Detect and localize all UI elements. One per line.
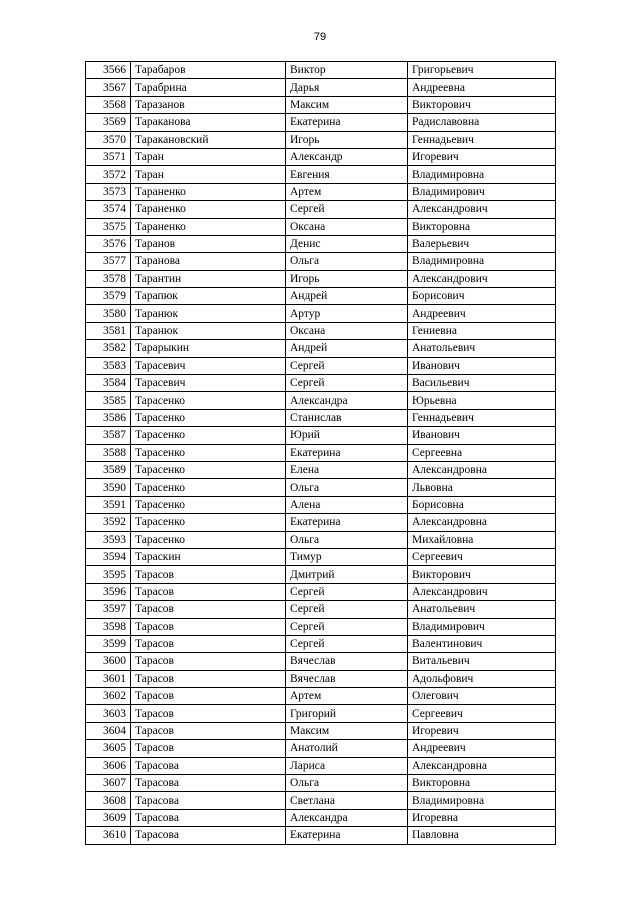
roster-table bbox=[85, 61, 556, 845]
patronymic-cell: Игоревна bbox=[408, 809, 556, 826]
row-number-cell: 3570 bbox=[86, 131, 131, 148]
table-row bbox=[86, 166, 556, 183]
row-number-cell: 3591 bbox=[86, 496, 131, 513]
given-name-cell: Лариса bbox=[286, 757, 408, 774]
patronymic-cell: Радиславовна bbox=[408, 114, 556, 131]
row-number-cell: 3597 bbox=[86, 601, 131, 618]
page-number: 79 bbox=[313, 31, 327, 43]
surname-cell: Тараканова bbox=[131, 114, 286, 131]
table-row bbox=[86, 322, 556, 339]
table-row bbox=[86, 427, 556, 444]
patronymic-cell: Александровна bbox=[408, 514, 556, 531]
table-row bbox=[86, 62, 556, 79]
given-name-cell: Андрей bbox=[286, 340, 408, 357]
given-name-cell: Екатерина bbox=[286, 444, 408, 461]
row-number-cell: 3575 bbox=[86, 218, 131, 235]
row-number-cell: 3572 bbox=[86, 166, 131, 183]
row-number-cell: 3595 bbox=[86, 566, 131, 583]
table-row bbox=[86, 792, 556, 809]
patronymic-cell: Адольфович bbox=[408, 670, 556, 687]
patronymic-cell: Владимировна bbox=[408, 166, 556, 183]
row-number-cell: 3583 bbox=[86, 357, 131, 374]
given-name-cell: Сергей bbox=[286, 375, 408, 392]
given-name-cell: Алена bbox=[286, 496, 408, 513]
row-number-cell: 3573 bbox=[86, 183, 131, 200]
table-row bbox=[86, 409, 556, 426]
surname-cell: Тарасов bbox=[131, 583, 286, 600]
surname-cell: Тарабаров bbox=[131, 62, 286, 79]
row-number-cell: 3587 bbox=[86, 427, 131, 444]
row-number-cell: 3592 bbox=[86, 514, 131, 531]
surname-cell: Тараненко bbox=[131, 201, 286, 218]
given-name-cell: Екатерина bbox=[286, 827, 408, 844]
patronymic-cell: Иванович bbox=[408, 427, 556, 444]
given-name-cell: Сергей bbox=[286, 618, 408, 635]
surname-cell: Тарасенко bbox=[131, 479, 286, 496]
row-number-cell: 3581 bbox=[86, 322, 131, 339]
surname-cell: Тарасенко bbox=[131, 427, 286, 444]
row-number-cell: 3589 bbox=[86, 461, 131, 478]
row-number-cell: 3567 bbox=[86, 79, 131, 96]
given-name-cell: Станислав bbox=[286, 409, 408, 426]
given-name-cell: Сергей bbox=[286, 583, 408, 600]
surname-cell: Таран bbox=[131, 166, 286, 183]
surname-cell: Тарасенко bbox=[131, 392, 286, 409]
table-row bbox=[86, 270, 556, 287]
patronymic-cell: Александровна bbox=[408, 461, 556, 478]
surname-cell: Тараненко bbox=[131, 183, 286, 200]
row-number-cell: 3590 bbox=[86, 479, 131, 496]
row-number-cell: 3599 bbox=[86, 635, 131, 652]
surname-cell: Тарапюк bbox=[131, 288, 286, 305]
patronymic-cell: Владимировна bbox=[408, 253, 556, 270]
given-name-cell: Андрей bbox=[286, 288, 408, 305]
given-name-cell: Григорий bbox=[286, 705, 408, 722]
table-row bbox=[86, 705, 556, 722]
row-number-cell: 3574 bbox=[86, 201, 131, 218]
given-name-cell: Александр bbox=[286, 148, 408, 165]
row-number-cell: 3606 bbox=[86, 757, 131, 774]
table-row bbox=[86, 688, 556, 705]
row-number-cell: 3593 bbox=[86, 531, 131, 548]
patronymic-cell: Александрович bbox=[408, 583, 556, 600]
surname-cell: Таранюк bbox=[131, 305, 286, 322]
surname-cell: Таразанов bbox=[131, 96, 286, 113]
given-name-cell: Ольга bbox=[286, 775, 408, 792]
given-name-cell: Екатерина bbox=[286, 114, 408, 131]
surname-cell: Тараканoвский bbox=[131, 131, 286, 148]
row-number-cell: 3569 bbox=[86, 114, 131, 131]
patronymic-cell: Сергеевич bbox=[408, 705, 556, 722]
patronymic-cell: Геннадьевич bbox=[408, 131, 556, 148]
table-row bbox=[86, 201, 556, 218]
surname-cell: Тарасов bbox=[131, 688, 286, 705]
given-name-cell: Игорь bbox=[286, 270, 408, 287]
table-row bbox=[86, 392, 556, 409]
given-name-cell: Ольга bbox=[286, 531, 408, 548]
row-number-cell: 3609 bbox=[86, 809, 131, 826]
row-number-cell: 3600 bbox=[86, 653, 131, 670]
table-row bbox=[86, 479, 556, 496]
given-name-cell: Оксана bbox=[286, 322, 408, 339]
table-row bbox=[86, 653, 556, 670]
table-row bbox=[86, 809, 556, 826]
row-number-cell: 3578 bbox=[86, 270, 131, 287]
patronymic-cell: Геннадьевич bbox=[408, 409, 556, 426]
row-number-cell: 3584 bbox=[86, 375, 131, 392]
given-name-cell: Дарья bbox=[286, 79, 408, 96]
surname-cell: Таранова bbox=[131, 253, 286, 270]
surname-cell: Тарасов bbox=[131, 740, 286, 757]
surname-cell: Тарасенко bbox=[131, 531, 286, 548]
patronymic-cell: Викторович bbox=[408, 96, 556, 113]
table-row bbox=[86, 79, 556, 96]
table-row bbox=[86, 183, 556, 200]
surname-cell: Таран bbox=[131, 148, 286, 165]
patronymic-cell: Андреевич bbox=[408, 305, 556, 322]
row-number-cell: 3582 bbox=[86, 340, 131, 357]
given-name-cell: Артем bbox=[286, 183, 408, 200]
surname-cell: Тарасов bbox=[131, 722, 286, 739]
given-name-cell: Тимур bbox=[286, 548, 408, 565]
table-row bbox=[86, 601, 556, 618]
given-name-cell: Максим bbox=[286, 96, 408, 113]
patronymic-cell: Анатольевич bbox=[408, 601, 556, 618]
patronymic-cell: Валентинович bbox=[408, 635, 556, 652]
patronymic-cell: Гениевна bbox=[408, 322, 556, 339]
table-row bbox=[86, 288, 556, 305]
row-number-cell: 3586 bbox=[86, 409, 131, 426]
row-number-cell: 3568 bbox=[86, 96, 131, 113]
given-name-cell: Светлана bbox=[286, 792, 408, 809]
surname-cell: Тарасов bbox=[131, 653, 286, 670]
patronymic-cell: Павловна bbox=[408, 827, 556, 844]
table-row bbox=[86, 148, 556, 165]
given-name-cell: Сергей bbox=[286, 357, 408, 374]
surname-cell: Тарасевич bbox=[131, 375, 286, 392]
table-row bbox=[86, 461, 556, 478]
patronymic-cell: Викторовна bbox=[408, 218, 556, 235]
surname-cell: Тарасов bbox=[131, 601, 286, 618]
patronymic-cell: Александрович bbox=[408, 201, 556, 218]
given-name-cell: Евгения bbox=[286, 166, 408, 183]
patronymic-cell: Андреевич bbox=[408, 740, 556, 757]
surname-cell: Тарасов bbox=[131, 705, 286, 722]
roster-table-body bbox=[86, 62, 556, 845]
given-name-cell: Денис bbox=[286, 235, 408, 252]
surname-cell: Тарасенко bbox=[131, 444, 286, 461]
patronymic-cell: Борисович bbox=[408, 288, 556, 305]
given-name-cell: Ольга bbox=[286, 253, 408, 270]
patronymic-cell: Олегович bbox=[408, 688, 556, 705]
table-row bbox=[86, 566, 556, 583]
patronymic-cell: Львовна bbox=[408, 479, 556, 496]
table-row bbox=[86, 235, 556, 252]
given-name-cell: Виктор bbox=[286, 62, 408, 79]
given-name-cell: Максим bbox=[286, 722, 408, 739]
surname-cell: Тарарыкин bbox=[131, 340, 286, 357]
given-name-cell: Юрий bbox=[286, 427, 408, 444]
patronymic-cell: Сергеевна bbox=[408, 444, 556, 461]
surname-cell: Тарасенко bbox=[131, 514, 286, 531]
patronymic-cell: Владимировна bbox=[408, 792, 556, 809]
row-number-cell: 3594 bbox=[86, 548, 131, 565]
surname-cell: Таранюк bbox=[131, 322, 286, 339]
table-row bbox=[86, 827, 556, 844]
table-row bbox=[86, 670, 556, 687]
patronymic-cell: Игоревич bbox=[408, 148, 556, 165]
row-number-cell: 3602 bbox=[86, 688, 131, 705]
surname-cell: Тарасов bbox=[131, 670, 286, 687]
patronymic-cell: Григорьевич bbox=[408, 62, 556, 79]
table-row bbox=[86, 218, 556, 235]
given-name-cell: Ольга bbox=[286, 479, 408, 496]
patronymic-cell: Сергеевич bbox=[408, 548, 556, 565]
patronymic-cell: Владимирович bbox=[408, 183, 556, 200]
row-number-cell: 3577 bbox=[86, 253, 131, 270]
patronymic-cell: Александровна bbox=[408, 757, 556, 774]
patronymic-cell: Витальевич bbox=[408, 653, 556, 670]
given-name-cell: Анатолий bbox=[286, 740, 408, 757]
table-row bbox=[86, 583, 556, 600]
given-name-cell: Вячеслав bbox=[286, 653, 408, 670]
given-name-cell: Дмитрий bbox=[286, 566, 408, 583]
table-row bbox=[86, 96, 556, 113]
patronymic-cell: Александрович bbox=[408, 270, 556, 287]
patronymic-cell: Анатольевич bbox=[408, 340, 556, 357]
table-row bbox=[86, 444, 556, 461]
row-number-cell: 3608 bbox=[86, 792, 131, 809]
table-row bbox=[86, 253, 556, 270]
patronymic-cell: Юрьевна bbox=[408, 392, 556, 409]
surname-cell: Тараненко bbox=[131, 218, 286, 235]
given-name-cell: Александра bbox=[286, 809, 408, 826]
patronymic-cell: Валерьевич bbox=[408, 235, 556, 252]
given-name-cell: Елена bbox=[286, 461, 408, 478]
patronymic-cell: Борисовна bbox=[408, 496, 556, 513]
surname-cell: Тарасенко bbox=[131, 461, 286, 478]
row-number-cell: 3588 bbox=[86, 444, 131, 461]
given-name-cell: Артем bbox=[286, 688, 408, 705]
given-name-cell: Сергей bbox=[286, 601, 408, 618]
surname-cell: Тарасов bbox=[131, 635, 286, 652]
table-row bbox=[86, 375, 556, 392]
table-row bbox=[86, 340, 556, 357]
row-number-cell: 3576 bbox=[86, 235, 131, 252]
surname-cell: Тарабрина bbox=[131, 79, 286, 96]
table-row bbox=[86, 531, 556, 548]
table-row bbox=[86, 548, 556, 565]
surname-cell: Тарасова bbox=[131, 757, 286, 774]
table-row bbox=[86, 740, 556, 757]
table-row bbox=[86, 618, 556, 635]
given-name-cell: Вячеслав bbox=[286, 670, 408, 687]
surname-cell: Тарасов bbox=[131, 618, 286, 635]
given-name-cell: Артур bbox=[286, 305, 408, 322]
surname-cell: Тарантин bbox=[131, 270, 286, 287]
table-row bbox=[86, 722, 556, 739]
surname-cell: Тарасова bbox=[131, 809, 286, 826]
patronymic-cell: Васильевич bbox=[408, 375, 556, 392]
surname-cell: Таранов bbox=[131, 235, 286, 252]
surname-cell: Тарасевич bbox=[131, 357, 286, 374]
row-number-cell: 3603 bbox=[86, 705, 131, 722]
given-name-cell: Сергей bbox=[286, 635, 408, 652]
table-row bbox=[86, 757, 556, 774]
patronymic-cell: Викторовна bbox=[408, 775, 556, 792]
row-number-cell: 3580 bbox=[86, 305, 131, 322]
patronymic-cell: Викторович bbox=[408, 566, 556, 583]
patronymic-cell: Иванович bbox=[408, 357, 556, 374]
table-row bbox=[86, 114, 556, 131]
row-number-cell: 3566 bbox=[86, 62, 131, 79]
surname-cell: Тарасова bbox=[131, 775, 286, 792]
patronymic-cell: Андреевна bbox=[408, 79, 556, 96]
patronymic-cell: Игоревич bbox=[408, 722, 556, 739]
given-name-cell: Оксана bbox=[286, 218, 408, 235]
row-number-cell: 3601 bbox=[86, 670, 131, 687]
table-row bbox=[86, 635, 556, 652]
given-name-cell: Екатерина bbox=[286, 514, 408, 531]
row-number-cell: 3604 bbox=[86, 722, 131, 739]
table-row bbox=[86, 496, 556, 513]
patronymic-cell: Михайловна bbox=[408, 531, 556, 548]
row-number-cell: 3598 bbox=[86, 618, 131, 635]
surname-cell: Тарасенко bbox=[131, 496, 286, 513]
table-row bbox=[86, 514, 556, 531]
row-number-cell: 3585 bbox=[86, 392, 131, 409]
given-name-cell: Игорь bbox=[286, 131, 408, 148]
row-number-cell: 3579 bbox=[86, 288, 131, 305]
surname-cell: Тарасов bbox=[131, 566, 286, 583]
table-row bbox=[86, 357, 556, 374]
surname-cell: Тарасова bbox=[131, 792, 286, 809]
given-name-cell: Александра bbox=[286, 392, 408, 409]
patronymic-cell: Владимирович bbox=[408, 618, 556, 635]
row-number-cell: 3571 bbox=[86, 148, 131, 165]
table-row bbox=[86, 305, 556, 322]
surname-cell: Тараскин bbox=[131, 548, 286, 565]
surname-cell: Тарасова bbox=[131, 827, 286, 844]
row-number-cell: 3605 bbox=[86, 740, 131, 757]
row-number-cell: 3607 bbox=[86, 775, 131, 792]
table-row bbox=[86, 131, 556, 148]
row-number-cell: 3596 bbox=[86, 583, 131, 600]
given-name-cell: Сергей bbox=[286, 201, 408, 218]
table-row bbox=[86, 775, 556, 792]
surname-cell: Тарасенко bbox=[131, 409, 286, 426]
row-number-cell: 3610 bbox=[86, 827, 131, 844]
